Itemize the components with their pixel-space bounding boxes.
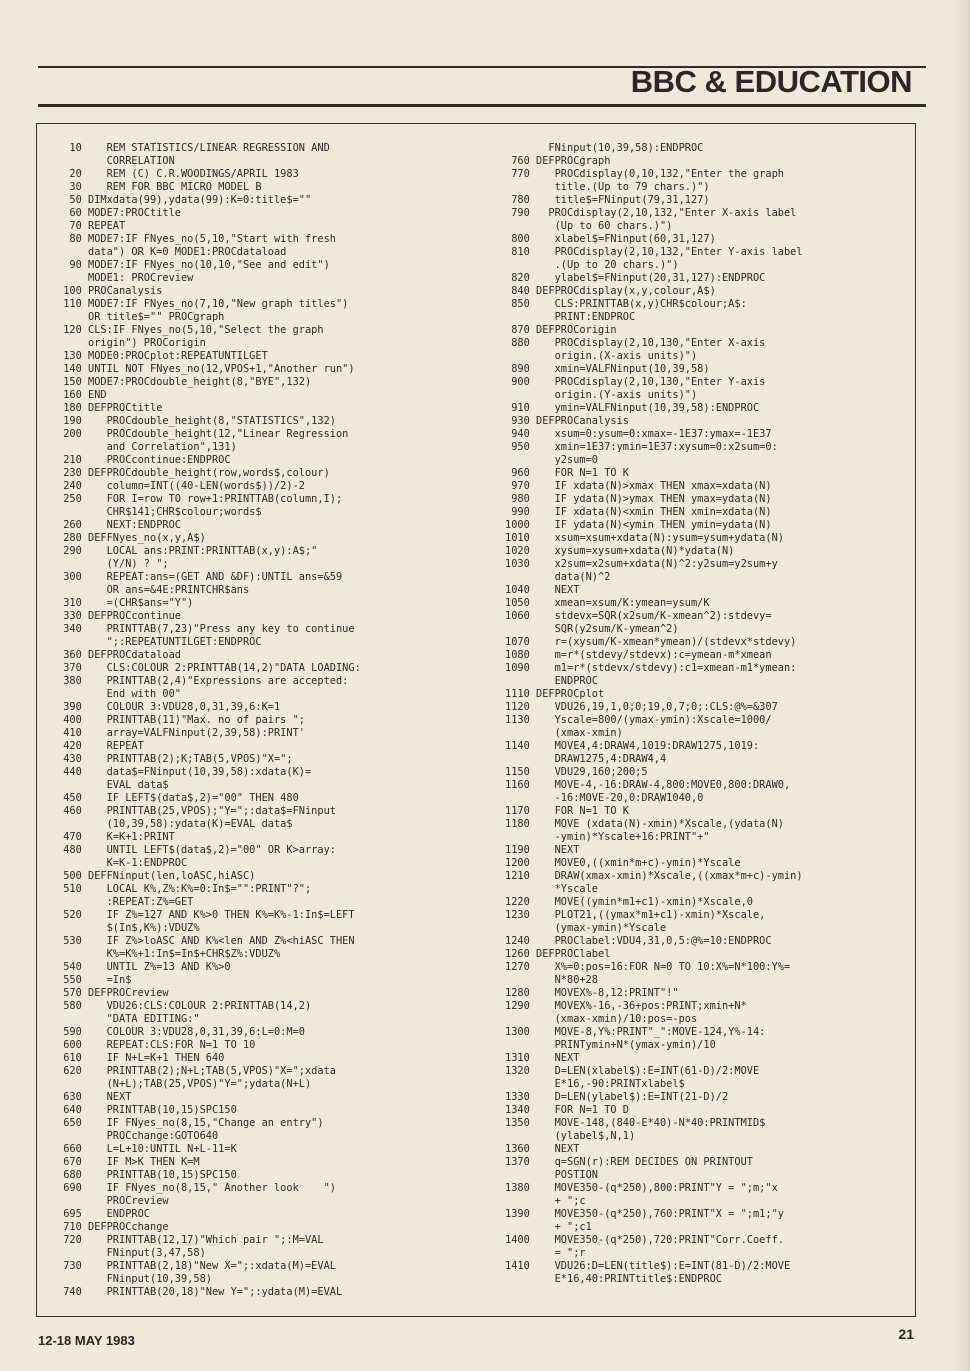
- listing-line: 390 COLOUR 3:VDU28,0,31,39,6:K=1: [57, 701, 281, 713]
- listing-line: 720 PRINTTAB(12,17)"Which pair ";:M=VAL: [57, 1234, 324, 1246]
- listing-line: 1410 VDU26:D=LEN(title$):E=INT(81-D)/2:MOVE: [505, 1260, 791, 1272]
- listing-line: 570 DEFPROCreview: [57, 987, 169, 999]
- listing-line: 1180 MOVE (xdata(N)-xmin)*Xscale,(ydata(N): [505, 818, 784, 830]
- listing-line: 60 MODE7:PROCtitle: [57, 207, 181, 219]
- listing-line: 790 PROCdisplay(2,10,132,"Enter X-axis label: [505, 207, 797, 219]
- listing-line: 530 IF Z%>loASC AND K%<len AND Z%<hiASC THEN: [57, 935, 355, 947]
- listing-line: 1320 D=LEN(xlabel$):E=INT(61-D)/2:MOVE: [505, 1065, 760, 1077]
- listing-line: 50 DIMxdata(99),ydata(99):K=0:title$="": [57, 194, 312, 206]
- listing-column-right: [505, 142, 910, 1286]
- listing-line: FNinput(3,47,58): [57, 1247, 206, 1259]
- listing-line: origin.(Y-axis units)"): [505, 389, 698, 401]
- header-bottom-rule: [38, 104, 926, 107]
- listing-line: 1120 VDU26,19,1,0;0;19,0,7;0;:CLS:@%=&307: [505, 701, 778, 713]
- listing-line: 1110 DEFPROCplot: [505, 688, 605, 700]
- listing-line: 850 CLS:PRINTTAB(x,y)CHR$colour;A$:: [505, 298, 747, 310]
- listing-line: 670 IF M>K THEN K=M: [57, 1156, 200, 1168]
- listing-line: 1080 m=r*(stdevy/stdevx):c=ymean-m*xmean: [505, 649, 772, 661]
- listing-line: 1350 MOVE-148,(840-E*40)-N*40:PRINTMID$: [505, 1117, 766, 1129]
- listing-line: 330 DEFPROCcontinue: [57, 610, 181, 622]
- listing-line: 1280 MOVEX%-8,12:PRINT"!": [505, 987, 679, 999]
- listing-line: 1140 MOVE4,4:DRAW4,1019:DRAW1275,1019:: [505, 740, 760, 752]
- listing-line: 930 DEFPROCanalysis: [505, 415, 629, 427]
- listing-line: 200 PROCdouble_height(12,"Linear Regression: [57, 428, 349, 440]
- listing-line: 1030 x2sum=x2sum+xdata(N)^2:y2sum=y2sum+y: [505, 558, 778, 570]
- listing-line: 80 MODE7:IF FNyes_no(5,10,"Start with fresh: [57, 233, 336, 245]
- listing-line: 460 PRINTTAB(25,VPOS);"Y=";:data$=FNinput: [57, 805, 336, 817]
- listing-line: *Yscale: [505, 883, 598, 895]
- listing-line: 890 xmin=VALFNinput(10,39,58): [505, 363, 710, 375]
- listing-line: EVAL data$: [57, 779, 169, 791]
- listing-line: SQR(y2sum/K-ymean^2): [505, 623, 679, 635]
- listing-line: origin") PROCorigin: [57, 337, 206, 349]
- listing-line: 610 IF N+L=K+1 THEN 640: [57, 1052, 225, 1064]
- listing-line: 630 NEXT: [57, 1091, 132, 1103]
- listing-line: PROCchange:GOTO640: [57, 1130, 219, 1142]
- listing-line: MODE1: PROCreview: [57, 272, 194, 284]
- listing-line: 1380 MOVE350-(q*250),800:PRINT"Y = ";m;"x: [505, 1182, 778, 1194]
- listing-line: data") OR K=0 MODE1:PROCdataload: [57, 246, 287, 258]
- listing-line: 500 DEFFNinput(len,loASC,hiASC): [57, 870, 256, 882]
- listing-line: "DATA EDITING:": [57, 1013, 200, 1025]
- listing-line: POSTION: [505, 1169, 598, 1181]
- listing-line: K%=K%+1:In$=In$+CHR$Z%:VDUZ%: [57, 948, 281, 960]
- listing-line: (Y/N) ? ";: [57, 558, 169, 570]
- listing-line: 970 IF xdata(N)>xmax THEN xmax=xdata(N): [505, 480, 772, 492]
- listing-line: 1000 IF ydata(N)<ymin THEN ymin=ydata(N): [505, 519, 772, 531]
- listing-line: 1050 xmean=xsum/K:ymean=ysum/K: [505, 597, 710, 609]
- listing-line: (10,39,58):ydata(K)=EVAL data$: [57, 818, 293, 830]
- listing-line: title.(Up to 79 chars.)"): [505, 181, 710, 193]
- listing-line: 880 PROCdisplay(2,10,130,"Enter X-axis: [505, 337, 766, 349]
- listing-line: 1220 MOVE((ymin*m1+c1)-xmin)*Xscale,0: [505, 896, 753, 908]
- listing-line: OR ans=&4E:PRINTCHR$ans: [57, 584, 250, 596]
- listing-line: 580 VDU26:CLS:COLOUR 2:PRINTTAB(14,2): [57, 1000, 312, 1012]
- listing-line: and Correlation",131): [57, 441, 237, 453]
- issue-date: 12-18 MAY 1983: [38, 1333, 135, 1348]
- listing-line: 250 FOR I=row TO row+1:PRINTTAB(column,I);: [57, 493, 343, 505]
- listing-line: PRINTymin+N*(ymax-ymin)/10: [505, 1039, 716, 1051]
- listing-line: 140 UNTIL NOT FNyes_no(12,VPOS+1,"Another run"): [57, 363, 355, 375]
- listing-line: 370 CLS:COLOUR 2:PRINTTAB(14,2)"DATA LOADING:: [57, 662, 361, 674]
- listing-line: 300 REPEAT:ans=(GET AND &DF):UNTIL ans=&59: [57, 571, 343, 583]
- listing-line: 280 DEFFNyes_no(x,y,A$): [57, 532, 206, 544]
- listing-line: E*16,-90:PRINTxlabel$: [505, 1078, 685, 1090]
- listing-line: 400 PRINTTAB(11)"Max. no of pairs ";: [57, 714, 305, 726]
- listing-line: FNinput(10,39,58):ENDPROC: [505, 142, 704, 154]
- listing-line: 470 K=K+1:PRINT: [57, 831, 175, 843]
- listing-line: 800 xlabel$=FNinput(60,31,127): [505, 233, 716, 245]
- listing-line: 960 FOR N=1 TO K: [505, 467, 629, 479]
- listing-line: 990 IF xdata(N)<xmin THEN xmin=xdata(N): [505, 506, 772, 518]
- listing-line: 550 =In$: [57, 974, 132, 986]
- listing-line: 1170 FOR N=1 TO K: [505, 805, 629, 817]
- listing-line: 780 title$=FNinput(79,31,127): [505, 194, 710, 206]
- listing-line: 980 IF ydata(N)>ymax THEN ymax=ydata(N): [505, 493, 772, 505]
- page-number: 21: [898, 1326, 914, 1342]
- listing-line: OR title$="" PROCgraph: [57, 311, 225, 323]
- listing-line: (xmax-xmin): [505, 727, 623, 739]
- listing-line: 730 PRINTTAB(2,18)"New X=";:xdata(M)=EVAL: [57, 1260, 336, 1272]
- listing-line: DRAW1275,4:DRAW4,4: [505, 753, 667, 765]
- listing-line: 520 IF Z%=127 AND K%>0 THEN K%=K%-1:In$=LEFT: [57, 909, 355, 921]
- listing-line: = ";r: [505, 1247, 586, 1259]
- listing-line: 910 ymin=VALFNinput(10,39,58):ENDPROC: [505, 402, 760, 414]
- listing-line: 110 MODE7:IF FNyes_no(7,10,"New graph titles"): [57, 298, 349, 310]
- listing-line: CORRELATION: [57, 155, 175, 167]
- page-edge-shadow: [952, 0, 970, 1371]
- listing-line: 340 PRINTTAB(7,23)"Press any key to continue: [57, 623, 355, 635]
- program-listing-box: [36, 123, 916, 1317]
- listing-line: PRINT:ENDPROC: [505, 311, 636, 323]
- listing-line: (Up to 60 chars.)"): [505, 220, 673, 232]
- listing-line: 90 MODE7:IF FNyes_no(10,10,"See and edit"): [57, 259, 330, 271]
- listing-line: 1230 PLOT21,((ymax*m1+c1)-xmin)*Xscale,: [505, 909, 766, 921]
- listing-line: 70 REPEAT: [57, 220, 126, 232]
- listing-line: -16:MOVE-20,0:DRAW1040,0: [505, 792, 704, 804]
- listing-line: 1330 D=LEN(ylabel$):E=INT(21-D)/2: [505, 1091, 729, 1103]
- listing-line: 710 DEFPROCchange: [57, 1221, 169, 1233]
- listing-line: 690 IF FNyes_no(8,15," Another look "): [57, 1182, 336, 1194]
- listing-line: 1020 xysum=xysum+xdata(N)*ydata(N): [505, 545, 735, 557]
- listing-line: 820 ylabel$=FNinput(20,31,127):ENDPROC: [505, 272, 766, 284]
- listing-line: 180 DEFPROCtitle: [57, 402, 163, 414]
- listing-line: 1300 MOVE-8,Y%:PRINT"_":MOVE-124,Y%-14:: [505, 1026, 766, 1038]
- listing-line: FNinput(10,39,58): [57, 1273, 212, 1285]
- listing-line: 450 IF LEFT$(data$,2)="00" THEN 480: [57, 792, 299, 804]
- listing-line: 1160 MOVE-4,-16:DRAW-4,800:MOVE0,800:DRAW0,: [505, 779, 791, 791]
- listing-line: $(In$,K%):VDUZ%: [57, 922, 200, 934]
- listing-line: :REPEAT:Z%=GET: [57, 896, 194, 908]
- listing-line: 1270 X%=0:pos=16:FOR N=0 TO 10:X%=N*100:Y%=: [505, 961, 791, 973]
- listing-line: 590 COLOUR 3:VDU28,0,31,39,6:L=0:M=0: [57, 1026, 305, 1038]
- listing-line: 1190 NEXT: [505, 844, 580, 856]
- listing-line: 420 REPEAT: [57, 740, 144, 752]
- listing-line: 770 PROCdisplay(0,10,132,"Enter the graph: [505, 168, 784, 180]
- listing-line: 1290 MOVEX%-16,-36+pos:PRINT;xmin+N*: [505, 1000, 747, 1012]
- listing-line: 1060 stdevx=SQR(x2sum/K-xmean^2):stdevy=: [505, 610, 772, 622]
- listing-line: 1240 PROClabel:VDU4,31,0,5:@%=10:ENDPROC: [505, 935, 772, 947]
- listing-line: 1010 xsum=xsum+xdata(N):ysum=ysum+ydata(N): [505, 532, 784, 544]
- listing-line: 130 MODE0:PROCplot:REPEATUNTILGET: [57, 350, 268, 362]
- listing-line: 10 REM STATISTICS/LINEAR REGRESSION AND: [57, 142, 330, 154]
- listing-line: K=K-1:ENDPROC: [57, 857, 188, 869]
- listing-line: 640 PRINTTAB(10,15)SPC150: [57, 1104, 237, 1116]
- listing-line: ";:REPEATUNTILGET:ENDPROC: [57, 636, 262, 648]
- listing-line: 1340 FOR N=1 TO D: [505, 1104, 629, 1116]
- listing-line: End with 00": [57, 688, 181, 700]
- listing-line: 695 ENDPROC: [57, 1208, 150, 1220]
- listing-line: 430 PRINTTAB(2);K;TAB(5,VPOS)"X=";: [57, 753, 293, 765]
- listing-line: 1390 MOVE350-(q*250),760:PRINT"X = ";m1;"y: [505, 1208, 784, 1220]
- listing-line: 1130 Yscale=800/(ymax-ymin):Xscale=1000/: [505, 714, 772, 726]
- listing-line: 1040 NEXT: [505, 584, 580, 596]
- listing-line: 1370 q=SGN(r):REM DECIDES ON PRINTOUT: [505, 1156, 753, 1168]
- listing-line: 870 DEFPROCorigin: [505, 324, 617, 336]
- listing-line: 440 data$=FNinput(10,39,58):xdata(K)=: [57, 766, 312, 778]
- listing-line: 1360 NEXT: [505, 1143, 580, 1155]
- listing-line: 30 REM FOR BBC MICRO MODEL B: [57, 181, 262, 193]
- listing-line: E*16,40:PRINTtitle$:ENDPROC: [505, 1273, 722, 1285]
- listing-line: 1260 DEFPROClabel: [505, 948, 611, 960]
- section-header-title: BBC & EDUCATION: [630, 64, 912, 99]
- listing-line: 120 CLS:IF FNyes_no(5,10,"Select the graph: [57, 324, 324, 336]
- listing-line: 160 END: [57, 389, 107, 401]
- listing-line: 650 IF FNyes_no(8,15,"Change an entry"): [57, 1117, 324, 1129]
- listing-column-left: [57, 142, 477, 1299]
- listing-line: -ymin)*Yscale+16:PRINT"+": [505, 831, 710, 843]
- listing-line: 100 PROCanalysis: [57, 285, 163, 297]
- listing-line: 510 LOCAL K%,Z%:K%=0:In$="":PRINT"?";: [57, 883, 312, 895]
- listing-line: 760 DEFPROCgraph: [505, 155, 611, 167]
- listing-line: 680 PRINTTAB(10,15)SPC150: [57, 1169, 237, 1181]
- listing-line: 900 PROCdisplay(2,10,130,"Enter Y-axis: [505, 376, 766, 388]
- listing-line: CHR$141;CHR$colour;words$: [57, 506, 262, 518]
- listing-line: (N+L);TAB(25,VPOS)"Y=";ydata(N+L): [57, 1078, 312, 1090]
- listing-line: 620 PRINTTAB(2);N+L;TAB(5,VPOS)"X=";xdata: [57, 1065, 336, 1077]
- listing-line: origin.(X-axis units)"): [505, 350, 698, 362]
- listing-line: 410 array=VALFNinput(2,39,58):PRINT': [57, 727, 305, 739]
- listing-line: 20 REM (C) C.R.WOODINGS/APRIL 1983: [57, 168, 299, 180]
- listing-line: 600 REPEAT:CLS:FOR N=1 TO 10: [57, 1039, 256, 1051]
- listing-line: 150 MODE7:PROCdouble_height(8,"BYE",132): [57, 376, 312, 388]
- listing-line: 540 UNTIL Z%=13 AND K%>0: [57, 961, 231, 973]
- listing-line: PROCreview: [57, 1195, 169, 1207]
- listing-line: 950 xmin=1E37:ymin=1E37:xysum=0:x2sum=0:: [505, 441, 778, 453]
- listing-line: 740 PRINTTAB(20,18)"New Y=";:ydata(M)=EVAL: [57, 1286, 343, 1298]
- listing-line: y2sum=0: [505, 454, 598, 466]
- listing-line: ENDPROC: [505, 675, 598, 687]
- listing-line: 1310 NEXT: [505, 1052, 580, 1064]
- listing-line: 360 DEFPROCdataload: [57, 649, 181, 661]
- listing-line: 260 NEXT:ENDPROC: [57, 519, 181, 531]
- listing-line: (ymax-ymin)*Yscale: [505, 922, 667, 934]
- listing-line: 240 column=INT((40-LEN(words$))/2)-2: [57, 480, 305, 492]
- listing-line: N*80+28: [505, 974, 598, 986]
- listing-line: .(Up to 20 chars.)"): [505, 259, 679, 271]
- listing-line: 840 DEFPROCdisplay(x,y,colour,A$): [505, 285, 716, 297]
- listing-line: + ";c1: [505, 1221, 592, 1233]
- listing-line: 1210 DRAW(xmax-xmin)*Xscale,((xmax*m+c)-ymin): [505, 870, 803, 882]
- listing-line: 940 xsum=0:ysum=0:xmax=-1E37:ymax=-1E37: [505, 428, 772, 440]
- listing-line: 210 PROCcontinue:ENDPROC: [57, 454, 231, 466]
- listing-line: 480 UNTIL LEFT$(data$,2)="00" OR K>array:: [57, 844, 336, 856]
- listing-line: 1200 MOVE0,((xmin*m+c)-ymin)*Yscale: [505, 857, 741, 869]
- listing-line: 1070 r=(xysum/K-xmean*ymean)/(stdevx*stdevy): [505, 636, 797, 648]
- listing-line: 310 =(CHR$ans="Y"): [57, 597, 194, 609]
- listing-line: 380 PRINTTAB(2,4)"Expressions are accepted:: [57, 675, 349, 687]
- listing-line: 1150 VDU29,160;200;5: [505, 766, 648, 778]
- listing-line: data(N)^2: [505, 571, 611, 583]
- listing-line: 660 L=L+10:UNTIL N+L-11=K: [57, 1143, 237, 1155]
- listing-line: 230 DEFPROCdouble_height(row,words$,colour): [57, 467, 330, 479]
- listing-line: 290 LOCAL ans:PRINT:PRINTTAB(x,y):A$;": [57, 545, 318, 557]
- listing-line: (ylabel$,N,1): [505, 1130, 636, 1142]
- listing-line: + ";c: [505, 1195, 586, 1207]
- listing-line: 1400 MOVE350-(q*250),720:PRINT"Corr.Coeff.: [505, 1234, 784, 1246]
- listing-line: 810 PROCdisplay(2,10,132,"Enter Y-axis label: [505, 246, 803, 258]
- listing-line: (xmax-xmin)/10:pos=-pos: [505, 1013, 698, 1025]
- listing-line: 1090 m1=r*(stdevx/stdevy):c1=xmean-m1*ymean:: [505, 662, 797, 674]
- listing-line: 190 PROCdouble_height(8,"STATISTICS",132): [57, 415, 336, 427]
